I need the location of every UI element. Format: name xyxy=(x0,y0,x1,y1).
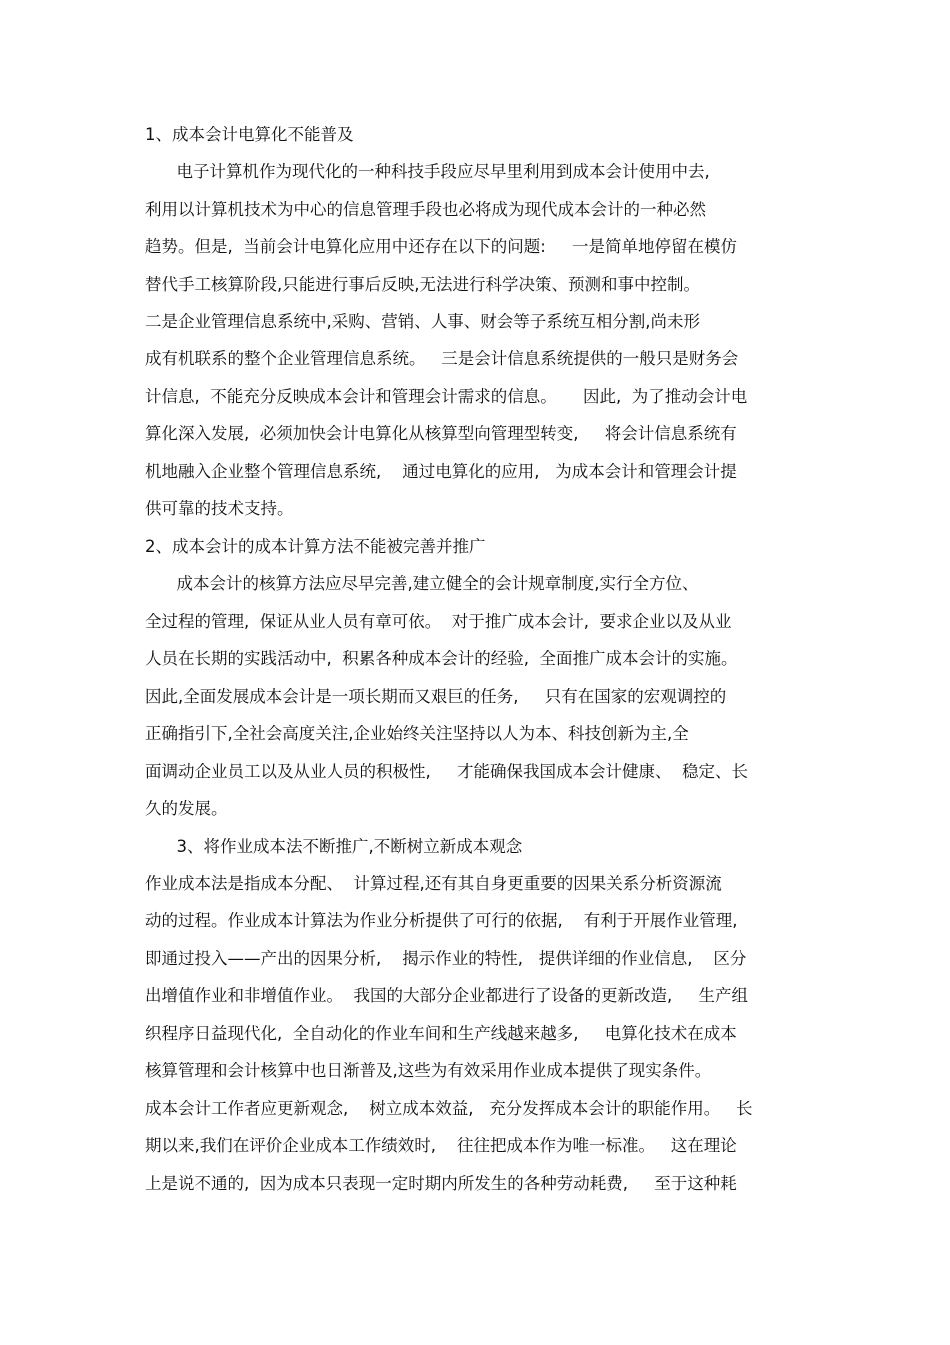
paragraph-line: 二是企业管理信息系统中,采购、营销、人事、财会等子系统互相分割,尚未形 xyxy=(145,312,700,331)
paragraph-line: 机地融入企业整个管理信息系统, 通过电算化的应用, 为成本会计和管理会计提 xyxy=(145,462,737,481)
paragraph-line: 上是说不通的, 因为成本只表现一定时期内所发生的各种劳动耗费, 至于这种耗 xyxy=(145,1174,737,1193)
paragraph-line: 成本会计工作者应更新观念, 树立成本效益, 充分发挥成本会计的职能作用。 长 xyxy=(145,1099,753,1118)
paragraph-line: 面调动企业员工以及从业人员的积极性, 才能确保我国成本会计健康、 稳定、长 xyxy=(145,762,748,781)
paragraph-line: 电子计算机作为现代化的一种科技手段应尽早里利用到成本会计使用中去, xyxy=(145,162,710,181)
heading-1: 1、成本会计电算化不能普及 xyxy=(145,125,354,144)
paragraph-line: 利用以计算机技术为中心的信息管理手段也必将成为现代成本会计的一种必然 xyxy=(145,200,706,219)
heading-2: 2、成本会计的成本计算方法不能被完善并推广 xyxy=(145,537,486,556)
paragraph-line: 成有机联系的整个企业管理信息系统。 三是会计信息系统提供的一般只是财务会 xyxy=(145,349,739,368)
paragraph-line: 成本会计的核算方法应尽早完善,建立健全的会计规章制度,实行全方位、 xyxy=(145,574,699,593)
paragraph-line: 供可靠的技术支持。 xyxy=(145,499,294,518)
paragraph-line: 即通过投入——产出的因果分析, 揭示作业的特性, 提供详细的作业信息, 区分 xyxy=(145,949,747,968)
paragraph-line: 替代手工核算阶段,只能进行事后反映,无法进行科学决策、预测和事中控制。 xyxy=(145,275,700,294)
paragraph-line: 算化深入发展, 必须加快会计电算化从核算型向管理型转变, 将会计信息系统有 xyxy=(145,424,737,443)
paragraph-line: 织程序日益现代化, 全自动化的作业车间和生产线越来越多, 电算化技术在成本 xyxy=(145,1024,737,1043)
paragraph-line: 动的过程。作业成本计算法为作业分析提供了可行的依据, 有利于开展作业管理, xyxy=(145,911,738,930)
paragraph-line: 因此,全面发展成本会计是一项长期而又艰巨的任务, 只有在国家的宏观调控的 xyxy=(145,687,727,706)
paragraph-line: 全过程的管理, 保证从业人员有章可依。 对于推广成本会计, 要求企业以及从业 xyxy=(145,612,732,631)
paragraph-line: 作业成本法是指成本分配、 计算过程,还有其自身更重要的因果关系分析资源流 xyxy=(145,874,722,893)
paragraph-line: 正确指引下,全社会高度关注,企业始终关注坚持以人为本、科技创新为主,全 xyxy=(145,724,689,743)
paragraph-line: 计信息, 不能充分反映成本会计和管理会计需求的信息。 因此, 为了推动会计电 xyxy=(145,387,748,406)
heading-3: 3、将作业成本法不断推广,不断树立新成本观念 xyxy=(145,837,523,856)
paragraph-line: 久的发展。 xyxy=(145,799,228,818)
paragraph-line: 期以来,我们在评价企业成本工作绩效时, 往往把成本作为唯一标准。 这在理论 xyxy=(145,1136,737,1155)
paragraph-line: 核算管理和会计核算中也日渐普及,这些为有效采用作业成本提供了现实条件。 xyxy=(145,1061,712,1080)
paragraph-line: 趋势。但是, 当前会计电算化应用中还存在以下的问题: 一是简单地停留在模仿 xyxy=(145,237,738,256)
paragraph-line: 人员在长期的实践活动中, 积累各种成本会计的经验, 全面推广成本会计的实施。 xyxy=(145,649,738,668)
paragraph-line: 出增值作业和非增值作业。 我国的大部分企业都进行了设备的更新改造, 生产组 xyxy=(145,986,748,1005)
